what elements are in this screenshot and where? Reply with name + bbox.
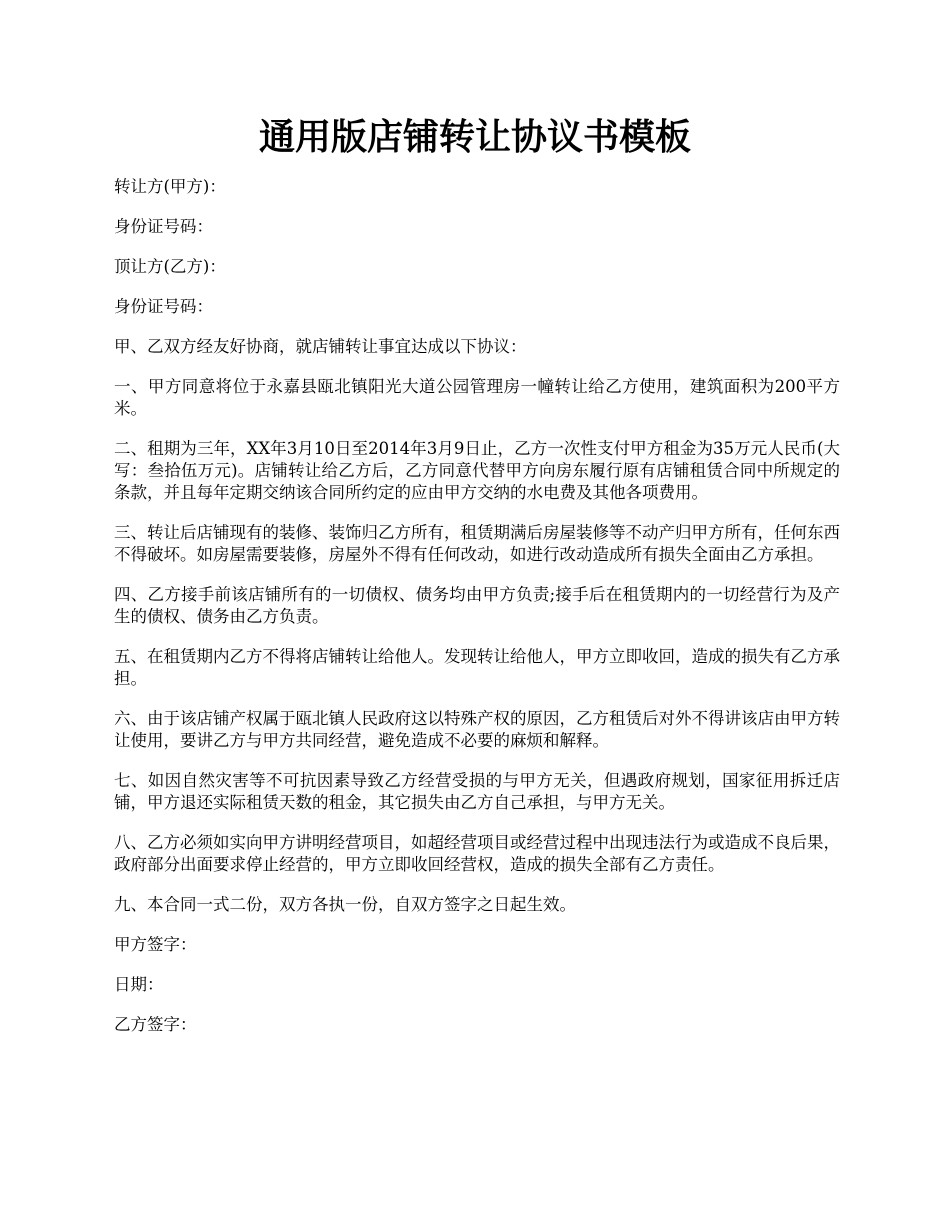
clause-8: 八、乙方必须如实向甲方讲明经营项目，如超经营项目或经营过程中出现违法行为或造成不良后果，政府部分出面要求停止经营的，甲方立即收回经营权，造成的损失全部有乙方责任。 bbox=[114, 833, 840, 874]
clause-4: 四、乙方接手前该店铺所有的一切债权、债务均由甲方负责;接手后在租赁期内的一切经营行为及产生的债权、债务由乙方负责。 bbox=[114, 585, 840, 626]
document-body bbox=[114, 176, 840, 1054]
signature-party-a: 甲方签字： bbox=[114, 935, 197, 954]
clause-2: 二、租期为三年，XX年3月10日至2014年3月9日止，乙方一次性支付甲方租金为35万元人民币(大写：叁拾伍万元)。店铺转让给乙方后，乙方同意代替甲方向房东履行原有店铺租赁合同中所规定的条款，并且每年定期交纳该合同所约定的应由甲方交纳的水电费及其他各项费用。 bbox=[114, 439, 840, 502]
clause-9: 九、本合同一式二份，双方各执一份，自双方签字之日起生效。 bbox=[114, 895, 576, 914]
field-transferee-id: 身份证号码： bbox=[114, 297, 213, 316]
clause-3: 三、转让后店铺现有的装修、装饰归乙方所有，租赁期满后房屋装修等不动产归甲方所有，任何东西不得破坏。如房屋需要装修，房屋外不得有任何改动，如进行改动造成所有损失全面由乙方承担。 bbox=[114, 523, 840, 564]
signature-party-b: 乙方签字： bbox=[114, 1015, 197, 1034]
field-transferor: 转让方(甲方)： bbox=[114, 177, 226, 196]
clause-6: 六、由于该店铺产权属于瓯北镇人民政府这以特殊产权的原因，乙方租赁后对外不得讲该店由甲方转让使用，要讲乙方与甲方共同经营，避免造成不必要的麻烦和解释。 bbox=[114, 709, 840, 750]
clause-1: 一、甲方同意将位于永嘉县瓯北镇阳光大道公园管理房一幢转让给乙方使用，建筑面积为200平方米。 bbox=[114, 377, 840, 418]
field-transferee: 顶让方(乙方)： bbox=[114, 257, 226, 276]
signature-date: 日期： bbox=[114, 975, 164, 994]
document-title: 通用版店铺转让协议书模板 bbox=[258, 116, 691, 158]
clause-5: 五、在租赁期内乙方不得将店铺转让给他人。发现转让给他人，甲方立即收回，造成的损失有乙方承担。 bbox=[114, 647, 840, 688]
clause-7: 七、如因自然灾害等不可抗因素导致乙方经营受损的与甲方无关，但遇政府规划，国家征用拆迁店铺，甲方退还实际租赁天数的租金，其它损失由乙方自己承担，与甲方无关。 bbox=[114, 771, 840, 812]
field-transferor-id: 身份证号码： bbox=[114, 217, 213, 236]
agreement-intro: 甲、乙双方经友好协商，就店铺转让事宜达成以下协议： bbox=[114, 337, 527, 356]
